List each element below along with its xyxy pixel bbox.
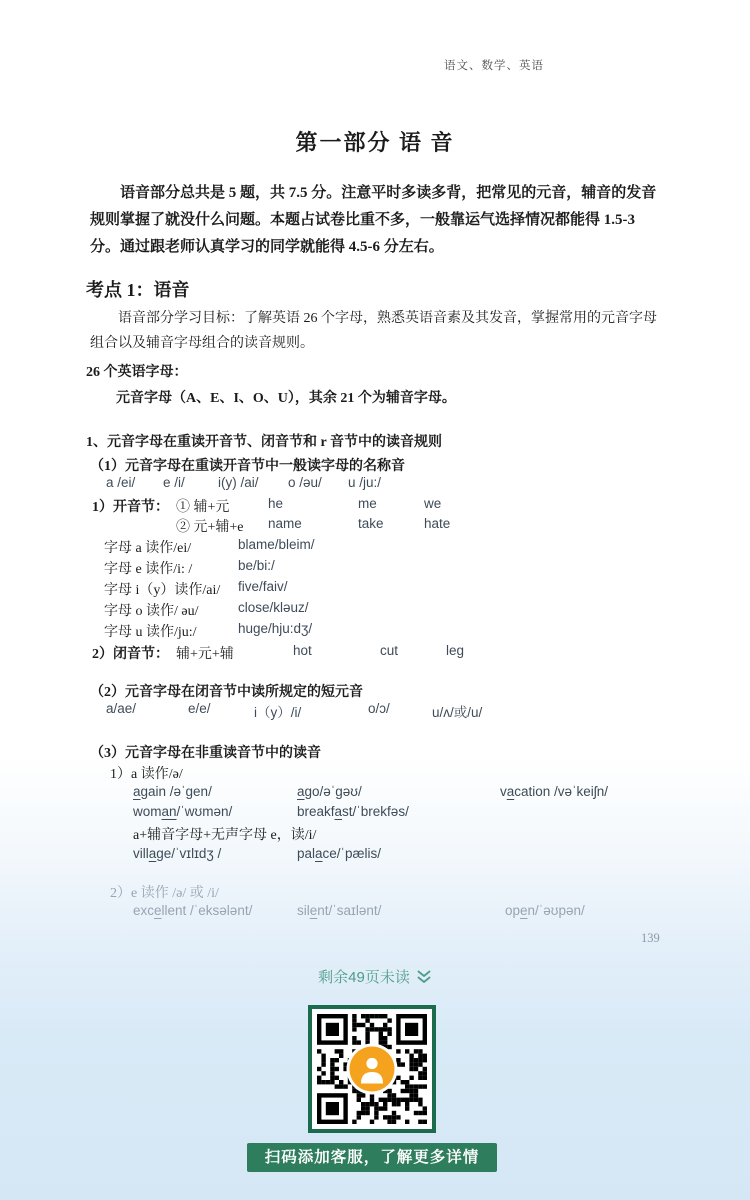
phonetic-item: i（y）/i/ (254, 705, 302, 720)
read-more-label: 剩余49页未读 (318, 969, 410, 986)
example-word: we (424, 496, 442, 511)
header-subjects: 语文、数学、英语 (444, 60, 544, 72)
a-words-row1 (0, 784, 750, 806)
example-word: village/ˈvɪlɪdʒ / (133, 846, 222, 861)
add-service-cta-button[interactable]: 扫码添加客服，了解更多详情 (247, 1143, 497, 1172)
phonetic-item: u/ʌ/或/u/ (432, 705, 483, 720)
e-words-row (0, 903, 750, 925)
closed-formula: 辅+元+辅 (176, 647, 234, 662)
a-words-row3 (0, 846, 750, 868)
phonetic-item: a /ei/ (106, 475, 136, 490)
letter-rule-cn: 字母 o 读作/ əu/ (104, 604, 199, 619)
example-word: me (358, 496, 377, 511)
letter-rule-cn: 字母 a 读作/ei/ (104, 541, 192, 556)
example-word: hate (424, 516, 451, 531)
phonetics-row-closed (0, 701, 750, 723)
phonetic-item: i(y) /ai/ (218, 475, 259, 490)
closed-syllable-row (0, 643, 750, 665)
a-rule-note: a+辅音字母+无声字母 e，读/i/ (133, 828, 317, 843)
phonetic-item: o /əu/ (288, 475, 322, 490)
rule1-sub3-heading: （3）元音字母在非重读音节中的读音 (90, 746, 321, 761)
rule1-sub2-heading: （2）元音字母在闭音节中读所规定的短元音 (90, 685, 363, 700)
section-heading-kaodian1: 考点 1：语音 (86, 280, 190, 300)
example-word: take (358, 516, 384, 531)
example-word: leg (446, 643, 465, 658)
a-rule-label: 1）a 读作/ə/ (110, 767, 183, 782)
open-formula-1: ① 辅+元 (176, 500, 230, 515)
letter-rule-row (0, 621, 750, 643)
letter-rule-row (0, 537, 750, 559)
phonetics-row-open (0, 475, 750, 497)
a-words-row2 (0, 804, 750, 826)
letter-rule-example: be/bi:/ (238, 558, 275, 573)
example-word: vacation /vəˈkeiʃn/ (500, 784, 609, 799)
double-chevron-down-icon (416, 969, 432, 985)
letter-rule-example: close/kləuz/ (238, 600, 309, 615)
letter-rule-cn: 字母 e 读作/i: / (104, 562, 193, 577)
intro-paragraph: 语音部分总共是 5 题，共 7.5 分。注意平时多读多背，把常见的元音，辅音的发音规则掌握了就没什么问题。本题占试卷比重不多，一般靠运气选择情况都能得 1.5-3 分。通过跟老师认真学习的同学就能得 4.5-6 分左右。 (90, 185, 657, 255)
example-word: woman/ˈwʊmən/ (133, 804, 233, 819)
example-word: cut (380, 643, 399, 658)
read-more-button[interactable] (0, 966, 750, 987)
example-word: excellent /ˈeksələnt/ (133, 903, 253, 918)
rule1-sub1-heading: （1）元音字母在重读开音节中一般读字母的名称音 (90, 459, 405, 474)
example-word: hot (293, 643, 312, 658)
page-title: 第一部分 语 音 (295, 130, 455, 155)
example-word: palace/ˈpælis/ (297, 846, 382, 861)
letter-rule-row (0, 579, 750, 601)
letter-rule-example: blame/bleim/ (238, 537, 315, 552)
phonetic-item: u /ju:/ (348, 475, 382, 490)
letters-detail: 元音字母（A、E、I、O、U），其余 21 个为辅音字母。 (116, 391, 456, 406)
example-word: silent/ˈsaɪlənt/ (297, 903, 382, 918)
example-word: again /əˈgen/ (133, 784, 212, 799)
open-syllable-row1 (0, 496, 750, 518)
letter-rule-row (0, 600, 750, 622)
phonetic-item: a/ae/ (106, 701, 137, 716)
qr-code (308, 1005, 436, 1133)
learning-goal-paragraph: 语音部分学习目标：了解英语 26 个字母，熟悉英语音素及其发音，掌握常用的元音字母组合以及辅音字母组合的读音规则。 (90, 311, 657, 351)
letters-title: 26 个英语字母： (86, 365, 188, 380)
letter-rule-cn: 字母 u 读作/ju:/ (104, 625, 197, 640)
open-formula-2: ② 元+辅+e (176, 520, 244, 535)
phonetic-item: o/ɔ/ (368, 701, 390, 716)
rule1-heading: 1、元音字母在重读开音节、闭音节和 r 音节中的读音规则 (86, 435, 442, 450)
closed-syllable-label: 2）闭音节： (92, 647, 169, 662)
letter-rule-example: five/faiv/ (238, 579, 288, 594)
example-word: he (268, 496, 284, 511)
example-word: breakfast/ˈbrekfəs/ (297, 804, 409, 819)
example-word: ago/əˈgəʊ/ (297, 784, 362, 799)
e-rule-label: 2）e 读作 /ə/ 或 /i/ (110, 886, 219, 901)
open-syllable-label: 1）开音节： (92, 500, 169, 515)
open-syllable-row2 (0, 516, 750, 538)
letter-rule-row (0, 558, 750, 580)
letter-rule-example: huge/hju:dʒ/ (238, 621, 313, 636)
example-word: open/ˈəʊpən/ (505, 903, 585, 918)
phonetic-item: e/e/ (188, 701, 211, 716)
example-word: name (268, 516, 302, 531)
letter-rule-cn: 字母 i（y）读作/ai/ (104, 583, 221, 598)
page-number: 139 (641, 931, 660, 945)
phonetic-item: e /i/ (163, 475, 185, 490)
qr-code-image (317, 1014, 427, 1124)
